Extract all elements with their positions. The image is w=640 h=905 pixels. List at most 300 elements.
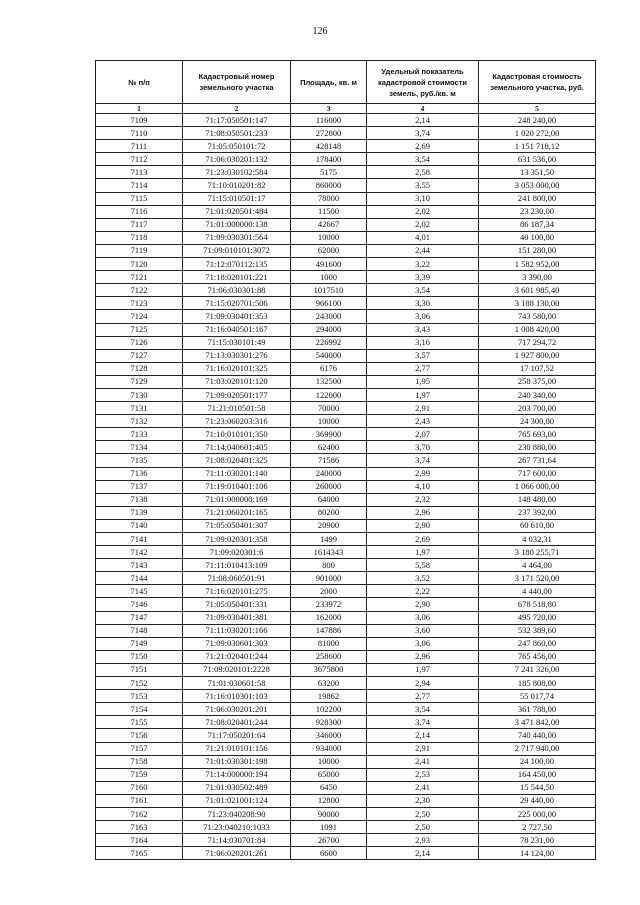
cell-cadastral-number: 71:21:010501:58 bbox=[183, 402, 291, 415]
cell-area: 1000 bbox=[291, 271, 367, 284]
cell-cadastral-number: 71:06:020201:261 bbox=[183, 847, 291, 860]
cell-cadastral-number: 71:16:040501:167 bbox=[183, 323, 291, 336]
cell-cadastral-value: 240 340,00 bbox=[479, 388, 596, 401]
cell-area: 540000 bbox=[291, 349, 367, 362]
table-row bbox=[96, 677, 596, 690]
cell-area: 6450 bbox=[291, 781, 367, 794]
cell-area: 800 bbox=[291, 559, 367, 572]
cell-specific-index: 3,06 bbox=[367, 637, 479, 650]
cell-cadastral-number: 71:21:060201:165 bbox=[183, 506, 291, 519]
cell-cadastral-value: 740 440,00 bbox=[479, 729, 596, 742]
table-row bbox=[96, 794, 596, 807]
cell-row-number: 7119 bbox=[96, 244, 183, 257]
cell-cadastral-value: 148 480,00 bbox=[479, 493, 596, 506]
cell-area: 901000 bbox=[291, 572, 367, 585]
cell-area: 258600 bbox=[291, 650, 367, 663]
cell-specific-index: 2,41 bbox=[367, 755, 479, 768]
table-row bbox=[96, 284, 596, 297]
table-row bbox=[96, 821, 596, 834]
cell-cadastral-number: 71:16:020101:325 bbox=[183, 362, 291, 375]
cell-row-number: 7133 bbox=[96, 428, 183, 441]
cell-area: 428148 bbox=[291, 140, 367, 153]
table-row bbox=[96, 807, 596, 820]
table-row bbox=[96, 362, 596, 375]
cell-row-number: 7164 bbox=[96, 834, 183, 847]
cell-cadastral-value: 3 390,00 bbox=[479, 271, 596, 284]
cell-row-number: 7136 bbox=[96, 467, 183, 480]
cell-row-number: 7159 bbox=[96, 768, 183, 781]
column-number: 4 bbox=[367, 104, 479, 114]
cell-cadastral-number: 71:19:010401:106 bbox=[183, 480, 291, 493]
cell-specific-index: 3,52 bbox=[367, 572, 479, 585]
cell-area: 62400 bbox=[291, 441, 367, 454]
cell-cadastral-value: 765 693,00 bbox=[479, 428, 596, 441]
column-numbers-row bbox=[96, 104, 596, 114]
cell-specific-index: 2,93 bbox=[367, 834, 479, 847]
cell-cadastral-number: 71:09:020501:177 bbox=[183, 388, 291, 401]
table-row bbox=[96, 349, 596, 362]
cell-cadastral-number: 71:08:020401:325 bbox=[183, 454, 291, 467]
table-row bbox=[96, 258, 596, 271]
cell-cadastral-value: 631 536,00 bbox=[479, 153, 596, 166]
cell-specific-index: 1,97 bbox=[367, 546, 479, 559]
cell-area: 369900 bbox=[291, 428, 367, 441]
cell-cadastral-number: 71:06:030301:88 bbox=[183, 284, 291, 297]
cell-specific-index: 2,91 bbox=[367, 742, 479, 755]
cell-area: 240000 bbox=[291, 467, 367, 480]
cell-cadastral-value: 4 032,31 bbox=[479, 533, 596, 546]
cell-cadastral-number: 71:16:010301:103 bbox=[183, 690, 291, 703]
cell-cadastral-value: 3 188 130,00 bbox=[479, 297, 596, 310]
cell-row-number: 7120 bbox=[96, 258, 183, 271]
cell-cadastral-value: 55 017,74 bbox=[479, 690, 596, 703]
cell-specific-index: 2,44 bbox=[367, 244, 479, 257]
cell-area: 260000 bbox=[291, 480, 367, 493]
cell-specific-index: 2,14 bbox=[367, 729, 479, 742]
cell-cadastral-number: 71:11:030201:166 bbox=[183, 624, 291, 637]
cell-row-number: 7109 bbox=[96, 114, 183, 127]
cell-cadastral-value: 678 518,80 bbox=[479, 598, 596, 611]
cell-specific-index: 2,77 bbox=[367, 690, 479, 703]
cell-specific-index: 3,70 bbox=[367, 441, 479, 454]
cell-cadastral-number: 71:11:010413:109 bbox=[183, 559, 291, 572]
cell-cadastral-number: 71:23:060203:316 bbox=[183, 415, 291, 428]
table-row bbox=[96, 375, 596, 388]
cell-cadastral-value: 7 241 326,00 bbox=[479, 663, 596, 676]
table-row bbox=[96, 336, 596, 349]
cell-cadastral-value: 248 240,00 bbox=[479, 114, 596, 127]
cell-area: 2000 bbox=[291, 585, 367, 598]
table-row bbox=[96, 755, 596, 768]
cell-specific-index: 2,96 bbox=[367, 506, 479, 519]
table-header bbox=[96, 61, 596, 114]
cell-cadastral-value: 1 582 952,00 bbox=[479, 258, 596, 271]
cell-specific-index: 2,53 bbox=[367, 768, 479, 781]
table-row bbox=[96, 493, 596, 506]
cell-area: 81000 bbox=[291, 637, 367, 650]
cell-row-number: 7140 bbox=[96, 519, 183, 532]
cell-specific-index: 2,50 bbox=[367, 821, 479, 834]
cell-cadastral-number: 71:23:040210:1033 bbox=[183, 821, 291, 834]
cell-specific-index: 2,22 bbox=[367, 585, 479, 598]
cell-cadastral-number: 71:08:060501:91 bbox=[183, 572, 291, 585]
cell-row-number: 7152 bbox=[96, 677, 183, 690]
cell-cadastral-value: 17 107,52 bbox=[479, 362, 596, 375]
cell-cadastral-value: 14 124,00 bbox=[479, 847, 596, 860]
cell-cadastral-value: 40 100,00 bbox=[479, 231, 596, 244]
cell-specific-index: 3,22 bbox=[367, 258, 479, 271]
cell-row-number: 7125 bbox=[96, 323, 183, 336]
cell-specific-index: 2,32 bbox=[367, 493, 479, 506]
cell-row-number: 7143 bbox=[96, 559, 183, 572]
table-row bbox=[96, 572, 596, 585]
cell-area: 10000 bbox=[291, 755, 367, 768]
cell-cadastral-number: 71:11:030201:140 bbox=[183, 467, 291, 480]
cell-cadastral-number: 71:09:030401:381 bbox=[183, 611, 291, 624]
cell-area: 178400 bbox=[291, 153, 367, 166]
cell-cadastral-number: 71:01:030601:58 bbox=[183, 677, 291, 690]
cell-area: 78000 bbox=[291, 192, 367, 205]
table-row bbox=[96, 729, 596, 742]
table-row bbox=[96, 559, 596, 572]
cell-area: 62000 bbox=[291, 244, 367, 257]
cell-area: 64000 bbox=[291, 493, 367, 506]
cell-row-number: 7158 bbox=[96, 755, 183, 768]
cell-specific-index: 2,69 bbox=[367, 533, 479, 546]
cell-specific-index: 2,94 bbox=[367, 677, 479, 690]
cell-area: 42667 bbox=[291, 218, 367, 231]
cell-specific-index: 1,95 bbox=[367, 375, 479, 388]
table-row bbox=[96, 454, 596, 467]
cell-area: 102200 bbox=[291, 703, 367, 716]
cell-specific-index: 3,16 bbox=[367, 336, 479, 349]
cell-cadastral-number: 71:01:030301:198 bbox=[183, 755, 291, 768]
cell-specific-index: 2,07 bbox=[367, 428, 479, 441]
cell-row-number: 7139 bbox=[96, 506, 183, 519]
cell-specific-index: 2,69 bbox=[367, 140, 479, 153]
cell-area: 226992 bbox=[291, 336, 367, 349]
cell-cadastral-number: 71:23:030102:584 bbox=[183, 166, 291, 179]
cell-specific-index: 3,30 bbox=[367, 297, 479, 310]
cell-row-number: 7134 bbox=[96, 441, 183, 454]
table-row bbox=[96, 663, 596, 676]
cell-cadastral-value: 495 720,00 bbox=[479, 611, 596, 624]
table-row bbox=[96, 441, 596, 454]
cell-specific-index: 3,06 bbox=[367, 611, 479, 624]
cell-specific-index: 3,55 bbox=[367, 179, 479, 192]
page-number: 126 bbox=[312, 26, 328, 37]
cell-cadastral-number: 71:18:020101:221 bbox=[183, 271, 291, 284]
cadastral-value-table bbox=[95, 60, 596, 860]
table-row bbox=[96, 703, 596, 716]
cell-specific-index: 2,14 bbox=[367, 847, 479, 860]
cell-cadastral-number: 71:21:010101:156 bbox=[183, 742, 291, 755]
cell-row-number: 7122 bbox=[96, 284, 183, 297]
table-row bbox=[96, 637, 596, 650]
cell-cadastral-number: 71:08:020401:244 bbox=[183, 716, 291, 729]
cell-row-number: 7124 bbox=[96, 310, 183, 323]
cell-cadastral-number: 71:06:030201:201 bbox=[183, 703, 291, 716]
cell-row-number: 7112 bbox=[96, 153, 183, 166]
cell-cadastral-number: 71:09:010101:3072 bbox=[183, 244, 291, 257]
cell-cadastral-number: 71:01:000000:138 bbox=[183, 218, 291, 231]
table-row bbox=[96, 231, 596, 244]
cell-row-number: 7153 bbox=[96, 690, 183, 703]
cell-specific-index: 2,41 bbox=[367, 781, 479, 794]
cell-cadastral-value: 765 456,00 bbox=[479, 650, 596, 663]
cell-cadastral-number: 71:23:040208:90 bbox=[183, 807, 291, 820]
cell-area: 294000 bbox=[291, 323, 367, 336]
cell-area: 116000 bbox=[291, 114, 367, 127]
table-row bbox=[96, 546, 596, 559]
cell-row-number: 7154 bbox=[96, 703, 183, 716]
cell-area: 71586 bbox=[291, 454, 367, 467]
cell-cadastral-number: 71:09:020301:6 bbox=[183, 546, 291, 559]
cell-cadastral-value: 225 000,00 bbox=[479, 807, 596, 820]
cell-cadastral-number: 71:15:030101:49 bbox=[183, 336, 291, 349]
cell-row-number: 7144 bbox=[96, 572, 183, 585]
column-number: 2 bbox=[183, 104, 291, 114]
table-row bbox=[96, 467, 596, 480]
cell-specific-index: 2,02 bbox=[367, 218, 479, 231]
cell-cadastral-number: 71:05:050401:307 bbox=[183, 519, 291, 532]
table-row bbox=[96, 585, 596, 598]
cell-specific-index: 1,97 bbox=[367, 388, 479, 401]
cell-area: 132500 bbox=[291, 375, 367, 388]
cell-area: 63200 bbox=[291, 677, 367, 690]
cell-row-number: 7127 bbox=[96, 349, 183, 362]
cell-cadastral-value: 29 440,00 bbox=[479, 794, 596, 807]
cell-cadastral-number: 71:09:020101:2228 bbox=[183, 663, 291, 676]
table-row bbox=[96, 716, 596, 729]
table-row bbox=[96, 218, 596, 231]
cell-cadastral-value: 4 464,00 bbox=[479, 559, 596, 572]
cell-row-number: 7118 bbox=[96, 231, 183, 244]
cell-area: 934000 bbox=[291, 742, 367, 755]
cell-cadastral-number: 71:06:030201:132 bbox=[183, 153, 291, 166]
cell-area: 1091 bbox=[291, 821, 367, 834]
cell-row-number: 7141 bbox=[96, 533, 183, 546]
cell-cadastral-value: 151 280,00 bbox=[479, 244, 596, 257]
cell-specific-index: 2,91 bbox=[367, 402, 479, 415]
cell-area: 19862 bbox=[291, 690, 367, 703]
cell-specific-index: 2,77 bbox=[367, 362, 479, 375]
cell-cadastral-number: 71:16:020101:275 bbox=[183, 585, 291, 598]
cell-cadastral-value: 24 100,00 bbox=[479, 755, 596, 768]
cell-cadastral-value: 267 731,64 bbox=[479, 454, 596, 467]
table-row bbox=[96, 768, 596, 781]
cell-row-number: 7121 bbox=[96, 271, 183, 284]
column-number: 5 bbox=[479, 104, 596, 114]
table-row bbox=[96, 402, 596, 415]
cell-row-number: 7137 bbox=[96, 480, 183, 493]
cell-row-number: 7114 bbox=[96, 179, 183, 192]
cell-specific-index: 2,90 bbox=[367, 598, 479, 611]
table-row bbox=[96, 127, 596, 140]
cell-area: 346000 bbox=[291, 729, 367, 742]
table-row bbox=[96, 598, 596, 611]
header-cadastral-value: Кадастровая стоимость земельного участка, руб. bbox=[479, 61, 596, 104]
cell-row-number: 7142 bbox=[96, 546, 183, 559]
cell-cadastral-value: 3 053 000,00 bbox=[479, 179, 596, 192]
cell-cadastral-number: 71:10:010201:82 bbox=[183, 179, 291, 192]
cell-cadastral-value: 1 066 000,00 bbox=[479, 480, 596, 493]
column-number: 3 bbox=[291, 104, 367, 114]
cell-row-number: 7128 bbox=[96, 362, 183, 375]
cell-cadastral-value: 164 450,00 bbox=[479, 768, 596, 781]
cell-cadastral-value: 3 601 985,40 bbox=[479, 284, 596, 297]
table-row bbox=[96, 847, 596, 860]
cell-row-number: 7151 bbox=[96, 663, 183, 676]
cell-cadastral-value: 241 800,00 bbox=[479, 192, 596, 205]
cell-specific-index: 2,99 bbox=[367, 467, 479, 480]
cell-cadastral-number: 71:14:030701:84 bbox=[183, 834, 291, 847]
cell-cadastral-number: 71:09:030301:564 bbox=[183, 231, 291, 244]
cell-cadastral-number: 71:15:020701:506 bbox=[183, 297, 291, 310]
cell-row-number: 7113 bbox=[96, 166, 183, 179]
cell-row-number: 7135 bbox=[96, 454, 183, 467]
cell-row-number: 7123 bbox=[96, 297, 183, 310]
table-row bbox=[96, 310, 596, 323]
cell-cadastral-value: 3 180 255,71 bbox=[479, 546, 596, 559]
cell-cadastral-value: 1 151 718,12 bbox=[479, 140, 596, 153]
cell-area: 966100 bbox=[291, 297, 367, 310]
table-row bbox=[96, 428, 596, 441]
cell-row-number: 7116 bbox=[96, 205, 183, 218]
header-row-number: № п/п bbox=[96, 61, 183, 104]
cell-cadastral-value: 1 020 272,00 bbox=[479, 127, 596, 140]
cell-cadastral-number: 71:08:050501:233 bbox=[183, 127, 291, 140]
cell-specific-index: 3,74 bbox=[367, 716, 479, 729]
cell-cadastral-number: 71:05:050101:72 bbox=[183, 140, 291, 153]
cell-specific-index: 3,43 bbox=[367, 323, 479, 336]
cell-area: 11500 bbox=[291, 205, 367, 218]
cell-area: 272800 bbox=[291, 127, 367, 140]
cell-area: 20900 bbox=[291, 519, 367, 532]
cell-area: 70000 bbox=[291, 402, 367, 415]
cell-specific-index: 2,50 bbox=[367, 807, 479, 820]
cell-row-number: 7163 bbox=[96, 821, 183, 834]
cell-row-number: 7131 bbox=[96, 402, 183, 415]
cell-cadastral-value: 717 294,72 bbox=[479, 336, 596, 349]
cell-specific-index: 4,10 bbox=[367, 480, 479, 493]
cell-row-number: 7155 bbox=[96, 716, 183, 729]
column-number: 1 bbox=[96, 104, 183, 114]
table-row bbox=[96, 140, 596, 153]
table-row bbox=[96, 179, 596, 192]
cell-specific-index: 4,01 bbox=[367, 231, 479, 244]
cell-cadastral-number: 71:09:030601:303 bbox=[183, 637, 291, 650]
cell-row-number: 7149 bbox=[96, 637, 183, 650]
cell-cadastral-value: 2 717 940,00 bbox=[479, 742, 596, 755]
cell-cadastral-number: 71:03:020101:120 bbox=[183, 375, 291, 388]
cell-cadastral-value: 717 600,00 bbox=[479, 467, 596, 480]
cell-cadastral-value: 24 300,00 bbox=[479, 415, 596, 428]
cell-cadastral-value: 15 544,50 bbox=[479, 781, 596, 794]
table-row bbox=[96, 271, 596, 284]
table-row bbox=[96, 519, 596, 532]
cell-specific-index: 2,58 bbox=[367, 166, 479, 179]
cell-specific-index: 3,54 bbox=[367, 284, 479, 297]
table-row bbox=[96, 533, 596, 546]
cell-cadastral-number: 71:01:020501:484 bbox=[183, 205, 291, 218]
cell-cadastral-value: 185 808,00 bbox=[479, 677, 596, 690]
cell-cadastral-value: 3 471 842,00 bbox=[479, 716, 596, 729]
cell-cadastral-value: 532 389,60 bbox=[479, 624, 596, 637]
table-row bbox=[96, 166, 596, 179]
header-specific-index: Удельный показатель кадастровой стоимости земель, руб./кв. м bbox=[367, 61, 479, 104]
cell-area: 233972 bbox=[291, 598, 367, 611]
cell-cadastral-value: 237 392,00 bbox=[479, 506, 596, 519]
cell-area: 10000 bbox=[291, 415, 367, 428]
cell-cadastral-value: 743 580,00 bbox=[479, 310, 596, 323]
cell-row-number: 7126 bbox=[96, 336, 183, 349]
cell-row-number: 7160 bbox=[96, 781, 183, 794]
table-row bbox=[96, 506, 596, 519]
table-row bbox=[96, 415, 596, 428]
cell-specific-index: 3,57 bbox=[367, 349, 479, 362]
cell-specific-index: 3,74 bbox=[367, 454, 479, 467]
cell-specific-index: 1,97 bbox=[367, 663, 479, 676]
cell-area: 3675800 bbox=[291, 663, 367, 676]
cell-specific-index: 2,43 bbox=[367, 415, 479, 428]
cell-row-number: 7150 bbox=[96, 650, 183, 663]
table-body bbox=[96, 114, 596, 860]
cell-row-number: 7165 bbox=[96, 847, 183, 860]
cell-area: 6176 bbox=[291, 362, 367, 375]
table-row bbox=[96, 650, 596, 663]
cell-cadastral-value: 60 610,00 bbox=[479, 519, 596, 532]
table-row bbox=[96, 153, 596, 166]
cell-cadastral-number: 71:17:050501:147 bbox=[183, 114, 291, 127]
table-row bbox=[96, 297, 596, 310]
cell-cadastral-number: 71:10:010101:350 bbox=[183, 428, 291, 441]
cell-row-number: 7161 bbox=[96, 794, 183, 807]
cell-specific-index: 3,54 bbox=[367, 703, 479, 716]
cell-row-number: 7162 bbox=[96, 807, 183, 820]
cell-specific-index: 3,54 bbox=[367, 153, 479, 166]
cell-row-number: 7110 bbox=[96, 127, 183, 140]
cell-area: 122000 bbox=[291, 388, 367, 401]
cell-cadastral-value: 247 860,00 bbox=[479, 637, 596, 650]
cell-specific-index: 3,10 bbox=[367, 192, 479, 205]
cell-cadastral-value: 13 351,50 bbox=[479, 166, 596, 179]
cell-area: 243000 bbox=[291, 310, 367, 323]
cell-area: 10000 bbox=[291, 231, 367, 244]
table-row bbox=[96, 834, 596, 847]
cell-row-number: 7115 bbox=[96, 192, 183, 205]
cell-cadastral-number: 71:09:030401:353 bbox=[183, 310, 291, 323]
header-row bbox=[96, 61, 596, 104]
cell-cadastral-number: 71:12:070112:135 bbox=[183, 258, 291, 271]
cell-specific-index: 3,74 bbox=[367, 127, 479, 140]
cell-cadastral-number: 71:15:010501:17 bbox=[183, 192, 291, 205]
cell-area: 162000 bbox=[291, 611, 367, 624]
cell-cadastral-value: 23 230,00 bbox=[479, 205, 596, 218]
cell-cadastral-number: 71:01:021001:124 bbox=[183, 794, 291, 807]
cell-specific-index: 3,06 bbox=[367, 310, 479, 323]
cell-cadastral-value: 203 700,00 bbox=[479, 402, 596, 415]
table-row bbox=[96, 624, 596, 637]
cell-cadastral-value: 1 008 420,00 bbox=[479, 323, 596, 336]
cell-specific-index: 5,58 bbox=[367, 559, 479, 572]
cell-specific-index: 3,39 bbox=[367, 271, 479, 284]
cell-area: 5175 bbox=[291, 166, 367, 179]
cell-cadastral-value: 361 788,00 bbox=[479, 703, 596, 716]
cell-cadastral-value: 4 440,00 bbox=[479, 585, 596, 598]
cell-specific-index: 2,90 bbox=[367, 519, 479, 532]
cell-area: 12800 bbox=[291, 794, 367, 807]
